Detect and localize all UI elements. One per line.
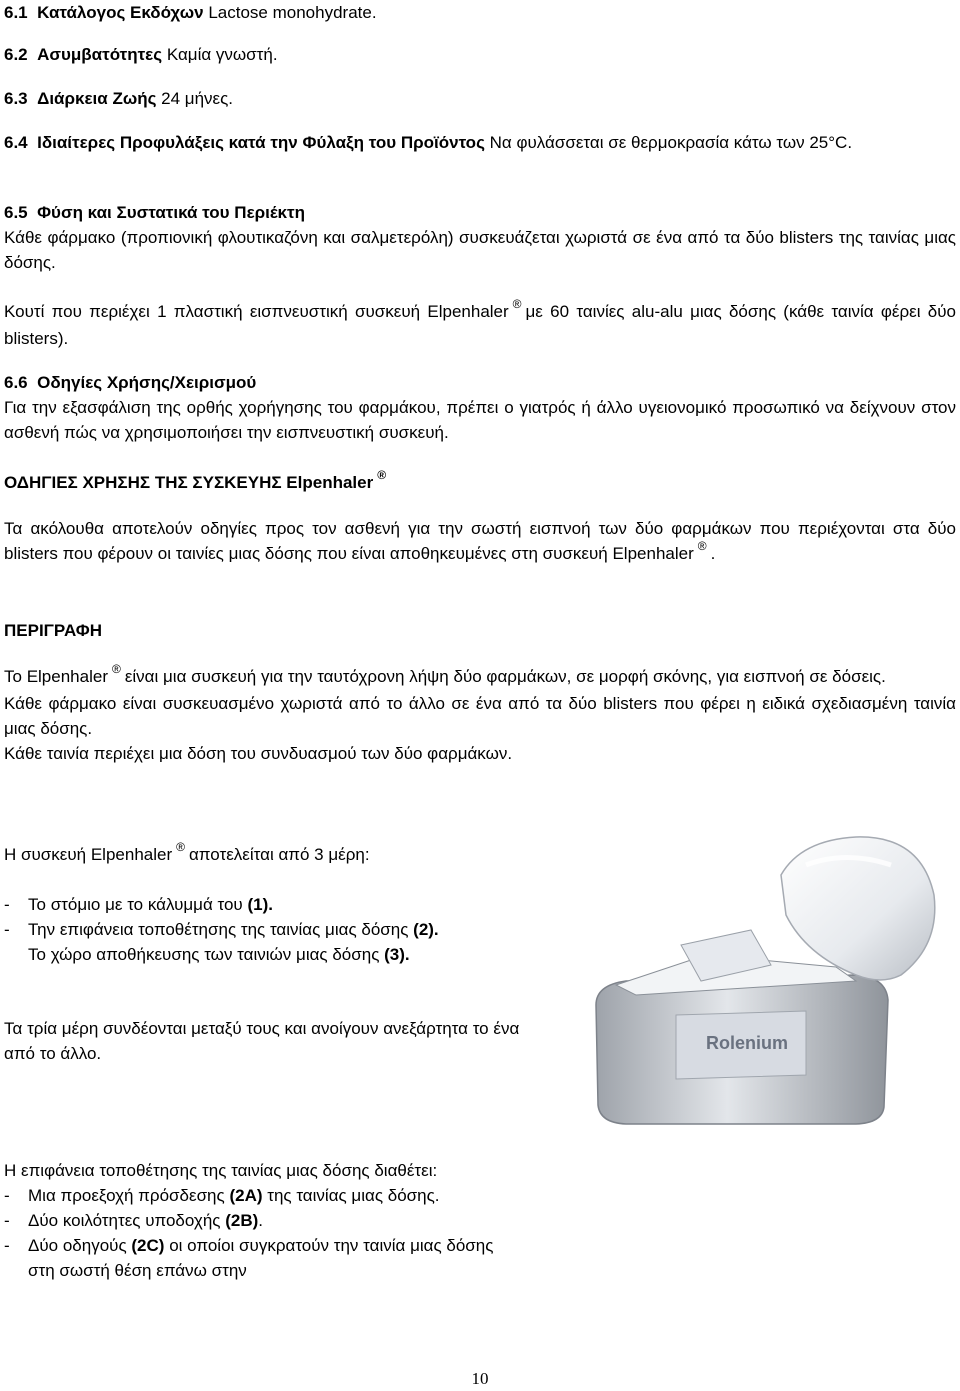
section-paragraph: Κουτί που περιέχει 1 πλαστική εισπνευστική συσκευή Elpenhaler ® με 60 ταινίες alu-alu μιας δόσης (κάθε ταινία φέρει δύο blisters). <box>4 297 956 348</box>
part-reference: (2B) <box>225 1211 259 1230</box>
list-item: Το χώρο αποθήκευσης των ταινιών μιας δόσης (3). <box>28 945 410 964</box>
section-number: 6.5 <box>4 203 28 222</box>
section-title: Φύση και Συστατικά του Περιέκτη <box>37 203 306 222</box>
description-paragraph: Το Elpenhaler ® είναι μια συσκευή για την ταυτόχρονη λήψη δύο φαρμάκων, σε μορφή σκόνης, για εισπνοή σε δόσεις. <box>4 662 886 686</box>
section-6-6 <box>4 370 956 445</box>
section-number: 6.1 <box>4 3 28 22</box>
section-text: Lactose monohydrate. <box>208 3 377 22</box>
section-heading <box>4 200 956 225</box>
list-item: - Μια προεξοχή πρόσδεσης (2A) της ταινίας μιας δόσης. <box>4 1183 520 1208</box>
part-reference: (2). <box>413 920 439 939</box>
page-number: 10 <box>471 1369 489 1388</box>
surface-block <box>4 1158 520 1283</box>
section-title: Διάρκεια Ζωής <box>37 89 157 108</box>
registered-mark: ® <box>176 840 185 854</box>
section-title: Κατάλογος Εκδόχων <box>37 3 204 22</box>
device-label: Rolenium <box>706 1033 789 1053</box>
section-text: Καμία γνωστή. <box>166 45 278 64</box>
description-paragraph: Κάθε φάρμακο είναι συσκευασμένο χωριστά από το άλλο σε ένα από τα δύο blisters που φέρει η ειδικά σχεδιασμένη ταινία μιας δόσης. <box>4 694 957 738</box>
registered-mark: ® <box>111 662 121 676</box>
section-6-3 <box>4 86 956 111</box>
section-6-2 <box>4 42 956 67</box>
part-reference: (2C) <box>131 1236 165 1255</box>
description-paragraph: Κάθε ταινία περιέχει μια δόση του συνδυασμού των δύο φαρμάκων. <box>4 744 513 763</box>
section-number: 6.2 <box>4 45 28 64</box>
inhaler-illustration <box>556 835 940 1125</box>
section-6-1 <box>4 0 956 25</box>
section-number: 6.3 <box>4 89 28 108</box>
section-number: 6.6 <box>4 373 28 392</box>
list-item: - Δύο οδηγούς (2C) οι οποίοι συγκρατούν την ταινία μιας δόσης στη σωστή θέση επάνω στην <box>4 1233 520 1283</box>
connect-paragraph: Τα τρία μέρη συνδέονται μεταξύ τους και ανοίγουν ανεξάρτητα το ένα από το άλλο. <box>4 1019 520 1063</box>
elpenhaler-device-image <box>556 835 940 1125</box>
section-paragraph: Για την εξασφάλιση της ορθής χορήγησης του φαρμάκου, πρέπει ο γιατρός ή άλλο υγειονομικό προσωπικό να δείχνουν στον ασθενή πώς να χρησιμοποιήσει την εισπνευστική συσκευή. <box>4 398 956 442</box>
registered-mark: ® <box>512 297 522 311</box>
list-item: - Το στόμιο με το κάλυμμά του (1). <box>4 892 520 917</box>
intro-paragraph: Τα ακόλουθα αποτελούν οδηγίες προς τον ασθενή για την σωστή εισπνοή των δύο φαρμάκων που περιέχονται στα δύο blisters που φέρουν οι ταινίες μιας δόσης που είναι αποθηκευμένες στη συσκευή Elpenhaler ® . <box>4 519 956 563</box>
list-item: - Δύο κοιλότητες υποδοχής (2B). <box>4 1208 520 1233</box>
section-title: Ασυμβατότητες <box>37 45 163 64</box>
part-reference: (3). <box>384 945 410 964</box>
registered-mark: ® <box>697 539 707 553</box>
description-block <box>4 664 956 766</box>
section-paragraph: Κάθε φάρμακο (προπιονική φλουτικαζόνη και σαλμετερόλη) συσκευάζεται χωριστά σε ένα από τα δύο blisters της ταινίας μιας δόσης. <box>4 228 956 272</box>
parts-list <box>4 892 520 967</box>
part-reference: (2A) <box>229 1186 263 1205</box>
section-heading <box>4 370 956 395</box>
section-title: Οδηγίες Χρήσης/Χειρισμού <box>37 373 257 392</box>
instructions-heading: ΟΔΗΓΙΕΣ ΧΡΗΣΗΣ ΤΗΣ ΣΥΣΚΕΥΗΣ Elpenhaler ® <box>4 468 387 492</box>
parts-intro: Η συσκευή Elpenhaler ® αποτελείται από 3 μέρη: <box>4 840 370 864</box>
part-reference: (1). <box>247 895 273 914</box>
section-6-4 <box>4 130 956 155</box>
surface-intro: Η επιφάνεια τοποθέτησης της ταινίας μιας δόσης διαθέτει: <box>4 1161 438 1180</box>
section-text: 24 μήνες. <box>161 89 234 108</box>
section-text: Να φυλάσσεται σε θερμοκρασία κάτω των 25°C. <box>489 133 853 152</box>
list-item: - Την επιφάνεια τοποθέτησης της ταινίας μιας δόσης (2). <box>4 917 520 942</box>
registered-mark: ® <box>377 468 387 482</box>
section-number: 6.4 <box>4 133 28 152</box>
description-heading: ΠΕΡΙΓΡΑΦΗ <box>4 621 103 640</box>
section-title: Ιδιαίτερες Προφυλάξεις κατά την Φύλαξη του Προϊόντος <box>37 133 485 152</box>
section-6-5 <box>4 200 956 351</box>
